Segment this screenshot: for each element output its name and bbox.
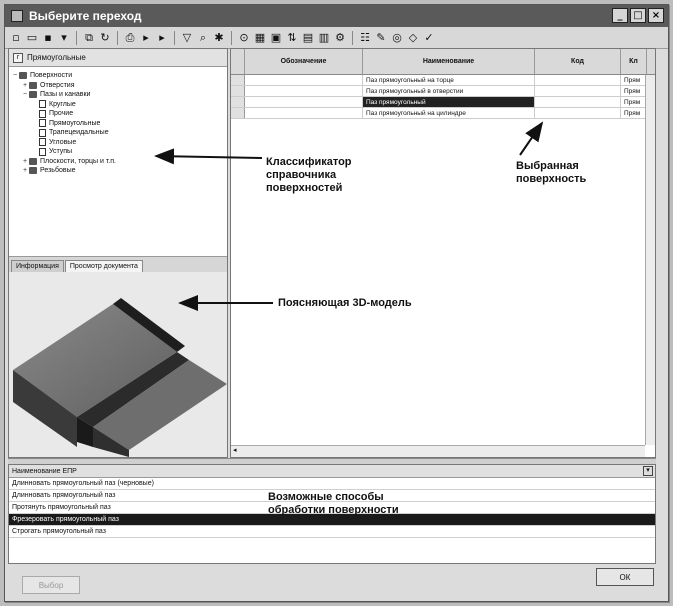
copy-icon[interactable]: ⧉ (85, 30, 93, 44)
row-marker[interactable] (231, 97, 245, 107)
table-row[interactable] (231, 86, 655, 97)
table-row[interactable] (231, 108, 655, 119)
tab-info[interactable]: Информация (11, 260, 64, 272)
list-item[interactable]: Строгать прямоугольный паз (9, 526, 655, 538)
folder-icon (29, 158, 37, 165)
table-row[interactable] (231, 97, 655, 108)
expander-icon[interactable]: − (22, 91, 28, 99)
annotation-selected-surface: Выбранная поверхность (516, 160, 587, 185)
cell-code (535, 75, 621, 85)
tree-item[interactable] (11, 71, 225, 81)
close-button[interactable]: × (648, 8, 664, 23)
maximize-button[interactable]: □ (630, 8, 646, 23)
grid-header (231, 49, 655, 75)
ok-button[interactable]: ОК (596, 568, 654, 586)
list-item[interactable]: Длинновать прямоугольный паз (черновые) (9, 478, 655, 490)
row-marker-header (231, 49, 245, 74)
chevron-down-icon[interactable]: ▾ (643, 466, 653, 476)
methods-header-label: Наименование ЕПР (12, 468, 77, 475)
doc-icon (39, 110, 46, 118)
classifier-panel (8, 48, 228, 458)
folder-icon (29, 167, 37, 174)
annotation-3d-model: Поясняющая 3D-модель (278, 297, 412, 309)
tree-item-label: Прямоугольные (49, 119, 101, 127)
tree-item-label: Плоскости, торцы и т.п. (40, 157, 116, 165)
annotation-classifier: Классификатор справочника поверхностей (266, 156, 352, 194)
table-icon[interactable]: ▦ (254, 30, 266, 44)
row-marker[interactable] (231, 86, 245, 96)
cell-class: Прям (621, 86, 647, 96)
search-icon[interactable]: ◎ (392, 30, 402, 44)
list-item[interactable]: Фрезеровать прямоугольный паз (9, 514, 655, 526)
app-icon (11, 10, 23, 22)
list-item[interactable]: Протянуть прямоугольный паз (9, 502, 655, 514)
cell-name: Паз прямоугольный в отверстии (363, 86, 535, 96)
expander-icon[interactable]: − (12, 72, 18, 80)
slot-3d-model (9, 272, 227, 457)
tree-item-label: Круглые (49, 100, 76, 108)
window-title: Выберите переход (29, 9, 142, 23)
cell-class: Прям (621, 108, 647, 118)
check-icon[interactable]: ✓ (424, 30, 434, 44)
folder-icon (19, 72, 27, 79)
methods-header (9, 465, 655, 478)
cell-name: Паз прямоугольный на торце (363, 75, 535, 85)
cell-class: Прям (621, 97, 647, 107)
tree-item[interactable] (11, 81, 225, 91)
tree-item[interactable] (11, 147, 225, 157)
tab-document-preview[interactable]: Просмотр документа (65, 260, 143, 272)
view-icon[interactable]: ▣ (270, 30, 282, 44)
classifier-header-label: Прямоугольные (27, 53, 86, 62)
tree-item-label: Угловые (49, 138, 77, 146)
chart-icon[interactable]: ▥ (318, 30, 330, 44)
surfaces-grid (230, 48, 656, 458)
tools-icon[interactable]: ✱ (214, 30, 224, 44)
tree-item-label: Трапецеидальные (49, 129, 109, 137)
cell-name: Паз прямоугольный (363, 97, 535, 107)
cell-code (535, 108, 621, 118)
pin-icon[interactable]: r (13, 53, 23, 63)
export-icon[interactable]: ▤ (302, 30, 314, 44)
column-name[interactable]: Наименование (363, 49, 535, 74)
list-item[interactable]: Длинновать прямоугольный паз (9, 490, 655, 502)
folder-icon (29, 91, 37, 98)
tree-item[interactable] (11, 157, 225, 167)
tree-item[interactable] (11, 100, 225, 110)
expander-icon[interactable]: + (22, 157, 28, 165)
table-row[interactable] (231, 75, 655, 86)
cell-class: Прям (621, 75, 647, 85)
column-class[interactable]: Кл (621, 49, 647, 74)
doc-icon (39, 148, 46, 156)
title-bar (5, 5, 668, 27)
cell-designation (245, 97, 363, 107)
doc-icon (39, 138, 46, 146)
find-icon[interactable]: ⌕ (199, 30, 207, 44)
tree-item-label: Отверстия (40, 81, 75, 89)
cell-name: Паз прямоугольный на цилиндре (363, 108, 535, 118)
tree-item-label: Резьбовые (40, 167, 76, 175)
tree-item-label: Пазы и канавки (40, 91, 91, 99)
column-designation[interactable]: Обозначение (245, 49, 363, 74)
tree-item[interactable] (11, 109, 225, 119)
save-icon[interactable]: ▪ (44, 30, 52, 44)
cell-code (535, 86, 621, 96)
minimize-button[interactable]: _ (612, 8, 628, 23)
select-button[interactable]: Выбор (22, 576, 80, 594)
tree-item-label: Прочие (49, 110, 74, 118)
tree-item-label: Поверхности (30, 72, 73, 80)
doc-icon (39, 119, 46, 127)
edit-icon[interactable]: ✎ (376, 30, 386, 44)
tree-item[interactable] (11, 90, 225, 100)
refresh-icon[interactable]: ↻ (100, 30, 110, 44)
arrow-right-icon[interactable]: ▸ (159, 30, 165, 44)
dropdown-icon[interactable]: ▾ (61, 30, 67, 44)
cell-designation (245, 86, 363, 96)
3d-model-viewer[interactable] (9, 272, 227, 457)
arrow-right-icon[interactable]: ▸ (143, 30, 149, 44)
horizontal-scrollbar[interactable]: ◂ (231, 445, 645, 457)
info-tabs (9, 256, 227, 272)
tree-icon[interactable]: ☷ (360, 30, 370, 44)
classifier-tree (9, 67, 227, 180)
expander-icon[interactable]: + (22, 167, 28, 175)
link-icon[interactable]: ⊙ (239, 30, 249, 44)
tree-item-label: Уступы (49, 148, 73, 156)
toolbar (5, 27, 668, 49)
doc-icon (39, 129, 46, 137)
new-icon[interactable]: ▫ (12, 30, 20, 44)
filter-icon[interactable]: ▽ (182, 30, 192, 44)
vertical-scrollbar[interactable] (645, 75, 655, 445)
sort-icon[interactable]: ⇅ (287, 30, 297, 44)
tree-item[interactable] (11, 138, 225, 148)
column-code[interactable]: Код (535, 49, 621, 74)
doc-icon (39, 100, 46, 108)
cell-designation (245, 108, 363, 118)
classifier-header (9, 49, 227, 67)
annotation-methods: Возможные способы обработки поверхности (268, 491, 399, 516)
expander-icon[interactable]: + (22, 81, 28, 89)
tree-item[interactable] (11, 166, 225, 176)
print-icon[interactable]: ⎙ (125, 30, 135, 44)
cell-designation (245, 75, 363, 85)
row-marker[interactable] (231, 108, 245, 118)
folder-icon (29, 82, 37, 89)
tree-item[interactable] (11, 119, 225, 129)
diamond-icon[interactable]: ◇ (408, 30, 418, 44)
open-icon[interactable]: ▭ (26, 30, 38, 44)
tree-item[interactable] (11, 128, 225, 138)
grid-body (231, 75, 655, 119)
settings-icon[interactable]: ⚙ (335, 30, 345, 44)
row-marker[interactable] (231, 75, 245, 85)
cell-code (535, 97, 621, 107)
